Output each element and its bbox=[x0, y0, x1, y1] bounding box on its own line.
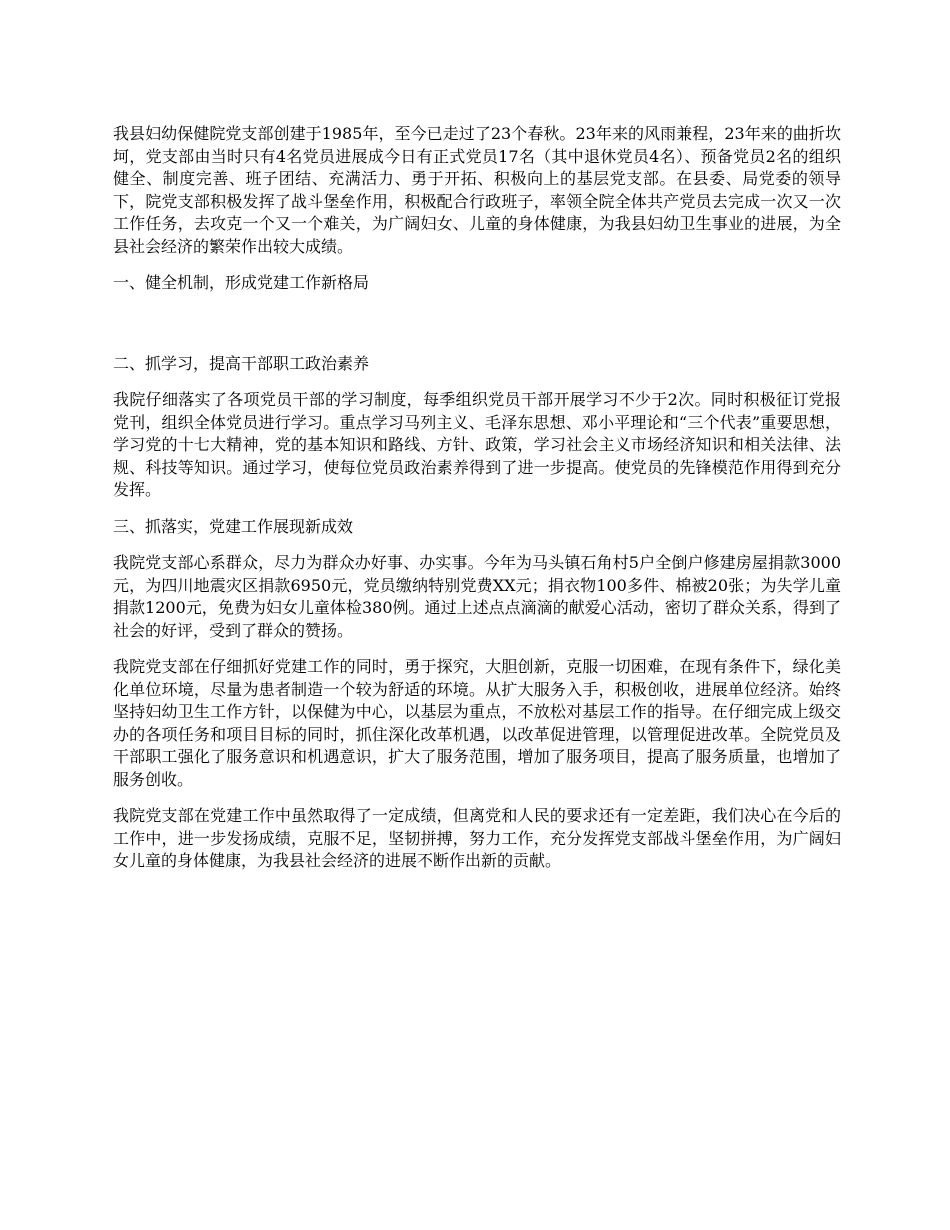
section-heading-2: 二、抓学习，提高干部职工政治素养 bbox=[113, 353, 370, 373]
document-body bbox=[113, 123, 841, 887]
study-paragraph: 我院仔细落实了各项党员干部的学习制度，每季组织党员干部开展学习不少于2次。同时积极征订党报党刊，组织全体党员进行学习。重点学习马列主义、毛泽东思想、邓小平理论和“三个代表”重要思想，学习党的十七大精神，党的基本知识和路线、方针、政策，学习社会主义市场经济知识和相关法律、法规、科技等知识。通过学习，使每位党员政治素养得到了进一步提高。使党员的先锋模范作用得到充分发挥。 bbox=[113, 390, 841, 499]
section-heading-3: 三、抓落实，党建工作展现新成效 bbox=[113, 516, 354, 536]
intro-paragraph: 我县妇幼保健院党支部创建于1985年，至今已走过了23个春秋。23年来的风雨兼程，23年来的曲折坎坷，党支部由当时只有4名党员进展成今日有正式党员17名（其中退休党员4名）、预备党员2名的组织健全、制度完善、班子团结、充满活力、勇于开拓、积极向上的基层党支部。在县委、局党委的领导下，院党支部积极发挥了战斗堡垒作用，积极配合行政班子，率领全院全体共产党员去完成一次又一次工作任务，去攻克一个又一个难关，为广阔妇女、儿童的身体健康，为我县妇幼卫生事业的进展，为全县社会经济的繁荣作出较大成绩。 bbox=[113, 124, 841, 256]
innovation-paragraph: 我院党支部在仔细抓好党建工作的同时，勇于探究，大胆创新，克服一切困难，在现有条件下，绿化美化单位环境，尽量为患者制造一个较为舒适的环境。从扩大服务入手，积极创收，进展单位经济。始终坚持妇幼卫生工作方针，以保健为中心，以基层为重点，不放松对基层工作的指导。在仔细完成上级交办的各项任务和项目目标的同时，抓住深化改革机遇，以改革促进管理，以管理促进改革。全院党员及干部职工强化了服务意识和机遇意识，扩大了服务范围，增加了服务项目，提高了服务质量，也增加了服务创收。 bbox=[113, 657, 841, 789]
charity-paragraph: 我院党支部心系群众，尽力为群众办好事、办实事。今年为马头镇石角村5户全倒户修建房屋捐款3000元，为四川地震灾区捐款6950元，党员缴纳特别党费XX元；捐衣物100多件、棉被20张；为失学儿童捐款1200元，免费为妇女儿童体检380例。通过上述点点滴滴的献爱心活动，密切了群众关系，得到了社会的好评，受到了群众的赞扬。 bbox=[113, 553, 841, 640]
conclusion-paragraph: 我院党支部在党建工作中虽然取得了一定成绩，但离党和人民的要求还有一定差距，我们决心在今后的工作中，进一步发扬成绩，克服不足，坚韧拼搏，努力工作，充分发挥党支部战斗堡垒作用，为广阔妇女儿童的身体健康，为我县社会经济的进展不断作出新的贡献。 bbox=[113, 806, 841, 870]
section-heading-1: 一、健全机制，形成党建工作新格局 bbox=[113, 273, 370, 292]
blank-space bbox=[113, 309, 841, 353]
